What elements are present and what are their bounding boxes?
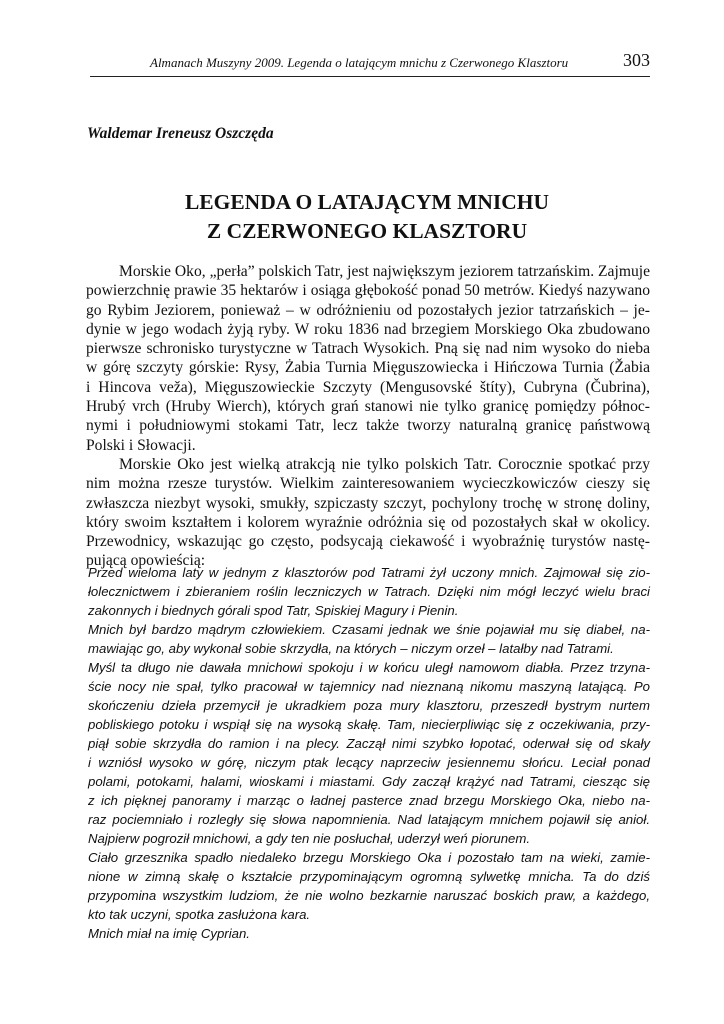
- paragraph-line: nim można rzesze turystów. Wielkim zainteresowaniem wycieczkowiczów cieszy się: [86, 475, 650, 493]
- author-name: Waldemar Ireneusz Oszczęda: [87, 125, 274, 142]
- legend-text: [88, 563, 650, 943]
- paragraph-line: Polski i Słowacji.: [86, 436, 196, 454]
- paragraph-line: go Rybim Jeziorem, ponieważ – w odróżnieniu od pozostałych jezior tatrzańskich – je-: [86, 301, 650, 319]
- legend-line: Najpierw pogroził mnichowi, a gdy ten nie posłuchał, uderzył weń piorunem.: [88, 831, 531, 846]
- legend-line: skończeniu dzieła przemycił je ukradkiem poza mury klasztoru, przeszedł bystrym nurtem: [88, 698, 650, 713]
- running-head: Almanach Muszyny 2009. Legenda o latającym mnichu z Czerwonego Klasztoru: [150, 55, 569, 70]
- title-line: Z CZERWONEGO KLASZTORU: [206, 219, 528, 243]
- legend-line: polami, potokami, halami, wioskami i miastami. Gdy zaczął krążyć nad Tatrami, ciesząc się: [88, 774, 650, 789]
- paragraph-line: dynie w jego wodach żyją ryby. W roku 1836 nad brzegiem Morskiego Oka zbudowano: [86, 320, 650, 338]
- paragraph-line: powierzchnię prawie 35 hektarów i osiąga głębokość ponad 50 metrów. Kiedyś nazywano: [86, 282, 650, 300]
- legend-line: zakonnych i biednych górali spod Tatr, Spiskiej Magury i Pienin.: [88, 603, 459, 618]
- legend-line: i wzniósł wysoko w górę, niczym ptak lecący naprzeciw jesiennemu słońcu. Leciał ponad: [88, 755, 650, 770]
- paragraph-line: i Hincova veža), Mięguszowieckie Szczyty (Mengusovské štíty), Cubryna (Čubrina),: [86, 378, 650, 396]
- paragraph-line: pującą opowieścią:: [86, 552, 206, 570]
- paragraph-line: w górę szczyty górskie: Rysy, Żabia Turnia Mięguszowiecka i Hińczowa Turnia (Žabia: [86, 359, 650, 377]
- paragraph-line: który swoim kształtem i kolorem wyraźnie odróżnia się od pozostałych skał w okolicy.: [86, 513, 650, 531]
- legend-line: z ich pięknej panoramy i marząc o ładnej pasterce znad brzegu Morskiego Oka, niebo na-: [88, 793, 650, 808]
- paragraph-line: Morskie Oko jest wielką atrakcją nie tylko polskich Tatr. Corocznie spotkać przy: [119, 455, 650, 473]
- paragraph-line: nymi i południowymi stokami Tatr, lecz także tworzy naturalną granicę państwową: [86, 417, 650, 435]
- legend-line: ście nocy nie spał, tylko pracował w tajemnicy nad nieznaną nikomu maszyną latającą. Po: [88, 679, 650, 694]
- legend-line: przypomina wszystkim ludziom, że nie wolno bezkarnie naruszać boskich praw, a każdego,: [88, 888, 650, 903]
- legend-line: Ciało grzesznika spadło niedaleko brzegu Morskiego Oka i pozostało tam na wieki, zamie-: [88, 850, 650, 865]
- legend-line: pobliskiego potoku i wspiął się na wysoką skałę. Tam, niecierpliwiąc się z oczekiwania, przy-: [88, 717, 650, 732]
- legend-line: Mnich był bardzo mądrym człowiekiem. Czasami jednak we śnie pojawiał mu się diabeł, na-: [88, 622, 650, 637]
- legend-line: mawiając go, aby wykonał sobie skrzydła, na których – niczym orzeł – latałby nad Tatrami.: [88, 641, 614, 656]
- paragraph-line: pierwsze schronisko turystyczne w Tatrach Wysokich. Pną się nad nim wysoko do nieba: [86, 340, 650, 358]
- legend-line: Przed wieloma laty w jednym z klasztorów pod Tatrami żył uczony mnich. Zajmował się zio-: [88, 565, 650, 580]
- legend-line: raz pociemniało i rozległy się słowa napomnienia. Nad latającym mnichem pojawił się anioł.: [88, 812, 650, 827]
- legend-line: Myśl ta długo nie dawała mnichowi spokoju i w końcu uległ namowom diabła. Przez trzyna-: [88, 660, 650, 675]
- page-number: 303: [623, 50, 650, 70]
- legend-line: kto tak uczyni, spotka zasłużona kara.: [88, 907, 311, 922]
- paragraph-line: Hrubý vrch (Hruby Wierch), których grań stanowi nie tylko granicę pomiędzy północ-: [86, 398, 650, 416]
- legend-line: nione w zimną skałę o kształcie przypominającym ogromną sylwetkę mnicha. Ta do dziś: [88, 869, 650, 884]
- paragraph-line: zwłaszcza niezbyt wysoki, smukły, szpiczasty szczyt, pochylony trochę w stronę doliny,: [86, 494, 650, 512]
- legend-line: piął sobie skrzydła do ramion i na plecy. Zaczął nimi szybko łopotać, oderwał się od skały: [88, 736, 650, 751]
- body-text: [86, 262, 650, 571]
- title-line: LEGENDA O LATAJĄCYM MNICHU: [184, 190, 550, 214]
- paragraph-line: Przewodnicy, wskazując go często, podsycają ciekawość i wyobraźnię turystów nastę-: [86, 533, 650, 551]
- header-rule: [90, 76, 650, 77]
- legend-line: Mnich miał na imię Cyprian.: [88, 926, 250, 941]
- legend-line: łolecznictwem i zbieraniem roślin leczniczych w Tatrach. Dzięki nim mógł leczyć wielu braci: [88, 584, 650, 599]
- article-title: [87, 188, 647, 246]
- paragraph-line: Morskie Oko, „perła” polskich Tatr, jest największym jeziorem tatrzańskim. Zajmuje: [119, 263, 650, 280]
